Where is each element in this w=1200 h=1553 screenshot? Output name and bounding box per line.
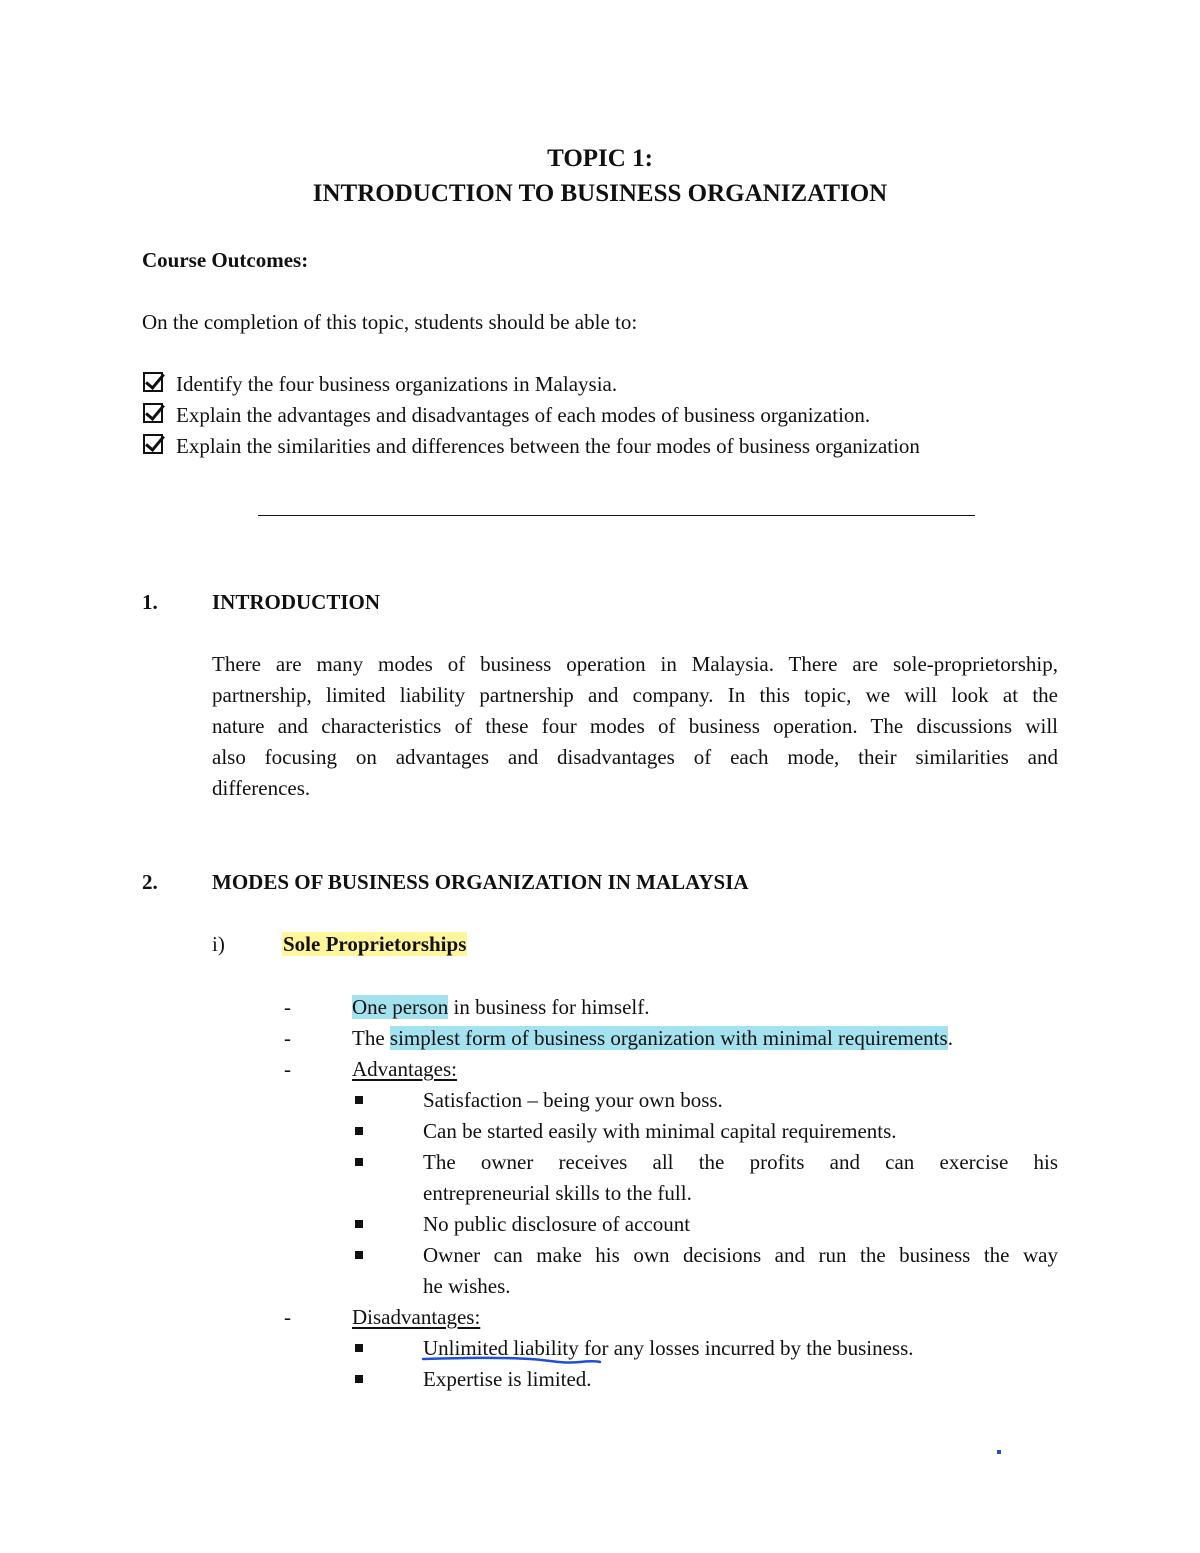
point-simplest-form	[352, 1023, 953, 1054]
square-bullet-icon	[355, 1096, 363, 1104]
square-bullet-icon	[355, 1375, 363, 1383]
point-text: The	[352, 1026, 390, 1050]
advantages-label: Advantages:	[352, 1057, 457, 1081]
square-bullet-icon	[355, 1220, 363, 1228]
advantage-item: Can be started easily with minimal capital requirements.	[423, 1119, 897, 1143]
outcome-item: Explain the similarities and differences between the four modes of business organization	[176, 434, 920, 458]
dash-marker: -	[284, 995, 291, 1019]
section-2-heading: MODES OF BUSINESS ORGANIZATION IN MALAYSIA	[212, 870, 749, 894]
intro-paragraph-line: There are many modes of business operation in Malaysia. There are sole-proprietorship,	[212, 652, 1058, 676]
underlined-text: Unlimited liability	[423, 1336, 579, 1360]
advantage-item-continued: he wishes.	[423, 1274, 511, 1298]
subsection-heading-text: Sole Proprietorships	[283, 932, 467, 956]
dash-marker: -	[284, 1026, 291, 1050]
advantage-item: The owner receives all the profits and can exercise his	[423, 1150, 1058, 1174]
square-bullet-icon	[355, 1344, 363, 1352]
point-text: in business for himself.	[448, 995, 650, 1019]
disadvantages-label: Disadvantages:	[352, 1305, 481, 1329]
subsection-heading	[282, 929, 467, 960]
section-1-number: 1.	[142, 590, 158, 614]
topic-number: TOPIC 1:	[547, 145, 653, 172]
course-outcomes-heading: Course Outcomes:	[142, 248, 309, 272]
advantage-item: No public disclosure of account	[423, 1212, 691, 1236]
advantage-item: Satisfaction – being your own boss.	[423, 1088, 723, 1112]
section-2-number: 2.	[142, 870, 158, 894]
intro-paragraph-line: partnership, limited liability partnership and company. In this topic, we will look at the	[212, 683, 1058, 707]
checkbox-checked-icon	[143, 403, 163, 423]
highlighted-text: One person	[352, 995, 449, 1019]
pen-dot-annotation	[997, 1450, 1001, 1454]
intro-paragraph-line: nature and characteristics of these four modes of business operation. The discussions will	[212, 714, 1058, 738]
intro-paragraph-line: differences.	[212, 776, 311, 800]
intro-paragraph-line: also focusing on advantages and disadvantages of each mode, their similarities and	[212, 745, 1058, 769]
subsection-number: i)	[212, 932, 225, 956]
advantage-item: Owner can make his own decisions and run the business the way	[423, 1243, 1058, 1267]
point-text: for any losses incurred by the business.	[578, 1336, 914, 1360]
disadvantage-item: Expertise is limited.	[423, 1367, 592, 1391]
outcome-item: Explain the advantages and disadvantages of each modes of business organization.	[176, 403, 871, 427]
advantage-item-continued: entrepreneurial skills to the full.	[423, 1181, 692, 1205]
checkbox-checked-icon	[143, 434, 163, 454]
checkbox-checked-icon	[143, 372, 163, 392]
point-one-person	[352, 992, 649, 1023]
dash-marker: -	[284, 1305, 291, 1329]
dash-marker: -	[284, 1057, 291, 1081]
outcomes-intro: On the completion of this topic, students should be able to:	[142, 310, 638, 334]
highlighted-text: simplest form of business organization with minimal requirements	[389, 1026, 948, 1050]
outcome-item: Identify the four business organizations in Malaysia.	[176, 372, 618, 396]
page-title: INTRODUCTION TO BUSINESS ORGANIZATION	[312, 180, 888, 207]
section-divider	[258, 515, 975, 516]
square-bullet-icon	[355, 1158, 363, 1166]
point-text: .	[947, 1026, 953, 1050]
section-1-heading: INTRODUCTION	[212, 590, 381, 614]
square-bullet-icon	[355, 1127, 363, 1135]
square-bullet-icon	[355, 1251, 363, 1259]
